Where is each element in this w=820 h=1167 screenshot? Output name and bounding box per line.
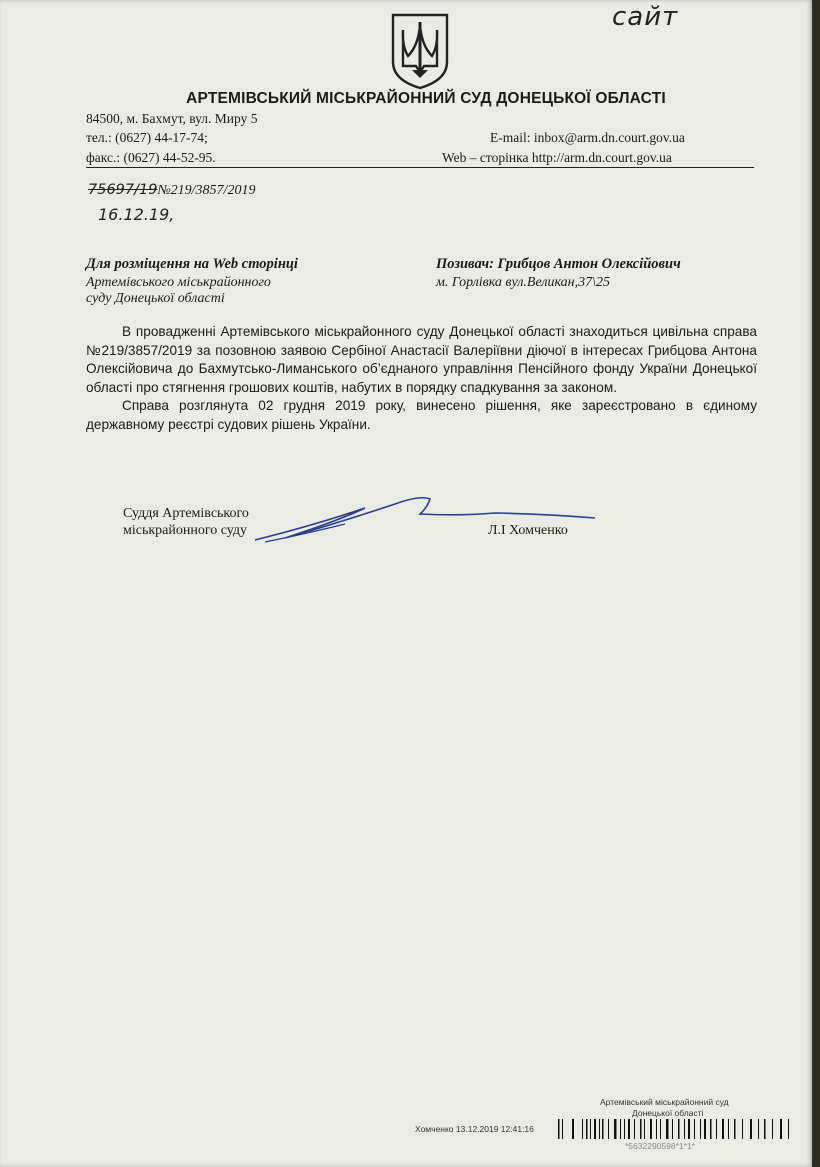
court-address: 84500, м. Бахмут, вул. Миру 5 xyxy=(86,111,258,126)
footer-court-line2: Донецької області xyxy=(632,1108,704,1118)
recipient-left-title: Для розміщення на Web сторінці xyxy=(86,256,298,272)
plaintiff-address: м. Горлівка вул.Великан,37\25 xyxy=(436,275,610,290)
registration-date-handwritten: 16.12.19, xyxy=(98,205,175,224)
court-fax: факс.: (0627) 44-52-95. xyxy=(86,150,216,165)
handwritten-signature xyxy=(245,490,605,550)
case-number: №219/3857/2019 xyxy=(157,183,256,198)
body-paragraph-1: В провадженні Артемівського міськрайонного суду Донецької області знаходиться цивільна справа №219/3857/2019 за позовною заявою Сербіної Анастасії Валеріївни діючої в інтересах Грибцова Антона Олексійовича до Бахмутсько-Лиманського об’єднаного управління Пенсійного фонду України Донецької області про стягнення грошових коштів, набутих в порядку спадкування за законом. xyxy=(86,324,757,395)
footer-electronic-stamp: Хомченко 13.12.2019 12:41:16 xyxy=(415,1124,534,1134)
header-divider xyxy=(86,167,754,168)
signature-position-line2: міськрайонного суду xyxy=(123,523,248,538)
footer-court-line1: Артемівський міськрайонний суд xyxy=(600,1097,729,1107)
court-website[interactable]: Web – сторінка http://arm.dn.court.gov.ua xyxy=(442,150,672,165)
barcode-icon xyxy=(558,1119,798,1139)
coat-of-arms-emblem xyxy=(390,12,450,90)
recipient-left-line1: Артемівського міськрайонного xyxy=(86,275,271,290)
body-paragraph-2: Справа розглянута 02 грудня 2019 року, винесено рішення, яке зареєстровано в єдиному державному реєстрі судових рішень України. xyxy=(86,398,757,432)
barcode-text: *5632290598*1*1* xyxy=(625,1141,695,1151)
judge-name: Л.І Хомченко xyxy=(488,523,568,538)
handwritten-stamp-note: сайт xyxy=(612,2,679,32)
outgoing-number-handwritten: 75697/19 xyxy=(88,182,158,198)
registration-number xyxy=(88,182,255,199)
signature-position-line1: Суддя Артемівського xyxy=(123,506,249,521)
court-phone: тел.: (0627) 44-17-74; xyxy=(86,130,208,145)
court-name-heading: АРТЕМІВСЬКИЙ МІСЬКРАЙОННИЙ СУД ДОНЕЦЬКОЇ ОБЛАСТІ xyxy=(186,90,666,107)
scan-edge xyxy=(812,0,820,1167)
plaintiff-title: Позивач: Грибцов Антон Олексійович xyxy=(436,256,681,272)
letter-body xyxy=(86,323,757,434)
court-email[interactable]: E-mail: inbox@arm.dn.court.gov.ua xyxy=(490,130,685,145)
recipient-left-line2: суду Донецької області xyxy=(86,291,225,306)
